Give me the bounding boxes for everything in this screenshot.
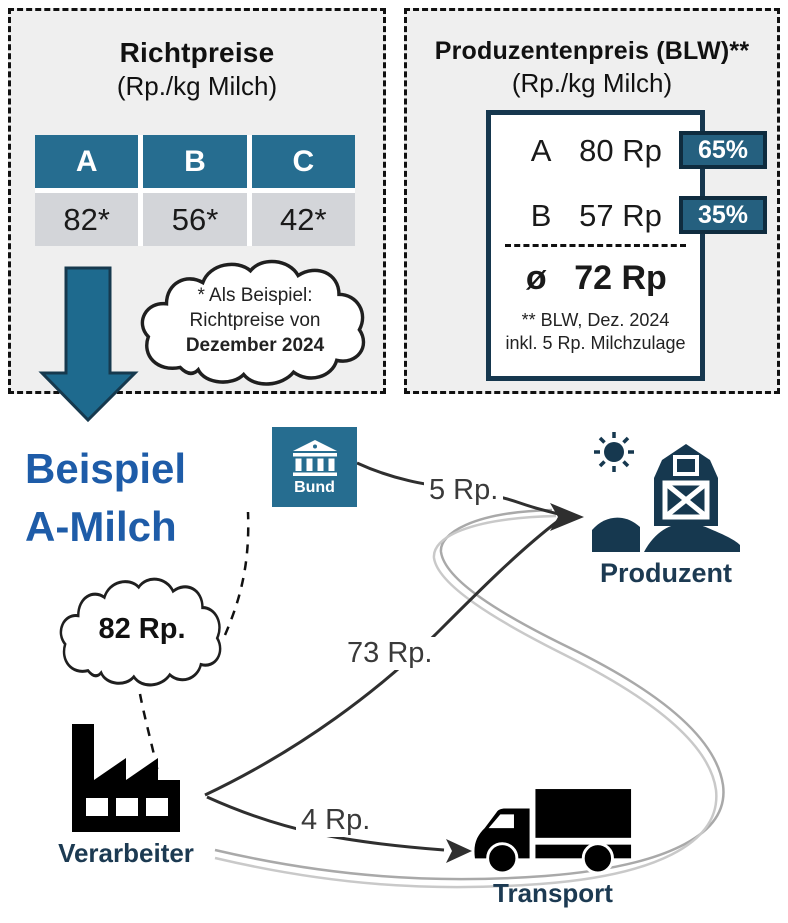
row-a-price: 80 Rp: [579, 133, 662, 168]
note-line-2: Richtpreise von: [189, 310, 321, 331]
table-value-a: 82*: [35, 193, 138, 246]
flow-label-73rp: 73 Rp.: [342, 637, 437, 670]
row-b-label: B: [530, 198, 552, 233]
bund-label: Bund: [294, 478, 335, 496]
table-header-b: B: [143, 135, 246, 188]
bund-node: [272, 427, 357, 507]
note-cloud: [137, 259, 373, 391]
diagram-title-line-2: A-Milch: [25, 503, 177, 550]
richtpreise-table: [35, 135, 355, 246]
barn-icon: [590, 426, 742, 556]
produzent-label: Produzent: [600, 558, 732, 588]
table-value-b: 56*: [143, 193, 246, 246]
richtpreise-subtitle: (Rp./kg Milch): [116, 71, 278, 101]
produzentenpreis-panel: [404, 8, 780, 394]
price-cloud: [57, 577, 227, 691]
bank-icon: [291, 438, 339, 478]
produzentenpreis-subtitle: (Rp./kg Milch): [511, 68, 673, 98]
row-a-label: A: [530, 133, 552, 168]
price-cloud-value: 82 Rp.: [98, 613, 186, 645]
diagram-title-line-1: Beispiel: [25, 445, 187, 492]
transport-node: [470, 786, 636, 909]
footnote-line-1: ** BLW, Dez. 2024: [521, 310, 670, 330]
price-breakdown-box: [486, 110, 705, 381]
price-row-average: [491, 259, 700, 298]
verarbeiter-node: [44, 714, 208, 869]
row-b-price: 57 Rp: [579, 198, 662, 233]
footnote: [491, 309, 700, 355]
flow-label-5rp: 5 Rp.: [424, 474, 503, 507]
produzent-node: [588, 426, 744, 589]
transport-label: Transport: [493, 878, 613, 908]
transport-arrowhead-icon: [446, 839, 472, 863]
sun-icon: [594, 432, 634, 472]
cloud-to-bund-dashed-line: [225, 512, 248, 635]
note-line-3: Dezember 2024: [185, 335, 325, 356]
price-row-b: [491, 198, 700, 234]
average-divider: [505, 244, 686, 247]
note-cloud-text: [137, 283, 373, 358]
average-price: 72 Rp: [574, 259, 667, 297]
verarbeiter-label: Verarbeiter: [58, 838, 194, 868]
down-arrow-icon: [35, 263, 141, 425]
richtpreise-title: Richtpreise: [119, 37, 275, 68]
share-badge-a: 65%: [679, 131, 767, 169]
table-value-c: 42*: [252, 193, 355, 246]
price-row-a: [491, 133, 700, 169]
truck-icon: [473, 786, 633, 876]
table-header-c: C: [252, 135, 355, 188]
diagram-title: [25, 440, 186, 556]
hill-left: [592, 518, 640, 552]
average-symbol: ø: [525, 259, 547, 297]
produzentenpreis-title: Produzentenpreis (BLW)**: [434, 37, 750, 65]
factory-icon: [64, 714, 188, 836]
footnote-line-2: inkl. 5 Rp. Milchzulage: [505, 333, 686, 353]
flow-label-4rp: 4 Rp.: [296, 804, 375, 837]
table-header-a: A: [35, 135, 138, 188]
hill-right: [644, 523, 740, 552]
share-badge-b: 35%: [679, 196, 767, 234]
note-line-1: * Als Beispiel:: [197, 285, 313, 306]
